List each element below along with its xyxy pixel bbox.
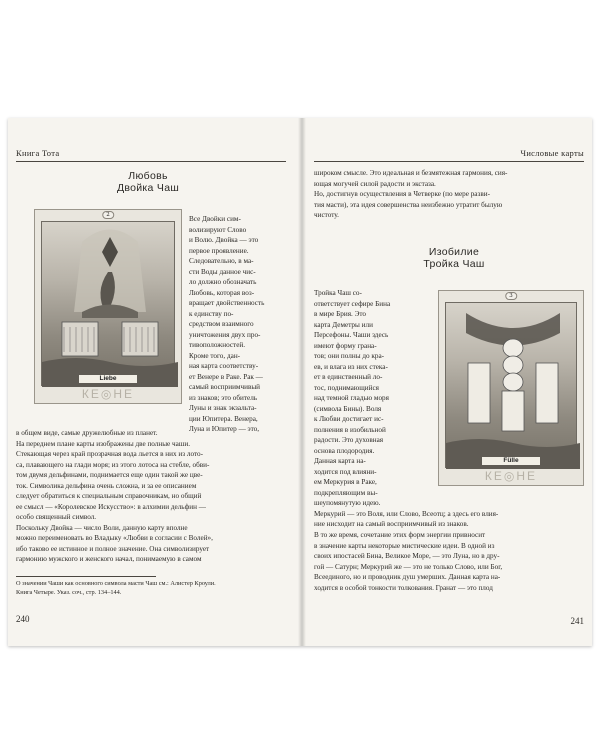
text-line: ее смысл — «Королевское Искусство»: в алхимии дельфин — — [16, 502, 206, 511]
right-section-title — [334, 246, 574, 270]
text-line: ние нисходит на самый восприимчивый из знаков. — [314, 520, 469, 528]
text-line: Луны и знак экзальта- — [189, 404, 257, 412]
text-line: Все Двойки сим- — [189, 215, 241, 223]
text-line: можно переименовать во Владыку «Любви в согласии с Волей», — [16, 534, 213, 542]
text-line: ло должно обозначать — [189, 278, 257, 286]
right-main-text — [314, 530, 584, 593]
text-line: в общем виде, самые дружелюбные из планет. — [16, 429, 158, 437]
text-line: Меркурий — это Воля, или Слово, Всеотц; а здесь его влия- — [314, 509, 499, 518]
text-line: В то же время, сочетание этих форм энергии привносит — [314, 531, 486, 539]
text-line: ет в единственный ло- — [314, 373, 383, 381]
text-line: Луна и Юпитер — это, — [189, 425, 260, 433]
text-line: своих ипостасей Бина, Великое Море, — это Луна, но в дру- — [314, 552, 500, 560]
text-line: ем Меркурия в Раке, — [314, 478, 377, 486]
text-line: Всеединого, но и проводник душ умерших. Данная карта на- — [314, 573, 501, 581]
footnote-line: О значении Чаши как основного символа масти Чаш см.: Алистер Кроули. — [16, 580, 216, 587]
text-line: тия масти), эта идея совершенства неизбежно утратит былую — [314, 200, 503, 209]
text-line: к Любви достигает ис- — [314, 415, 384, 423]
left-page-number: 240 — [16, 614, 30, 624]
left-title-card: Двойка Чаш — [116, 182, 180, 194]
text-line: Кроме того, дан- — [189, 351, 241, 360]
text-line: имеют форму грана- — [314, 341, 377, 350]
left-running-head: Книга Тота — [16, 148, 60, 158]
text-line: ибо таково ее истинное и полное значение. Она символизирует — [16, 544, 210, 553]
text-line: (символа Бины). Воля — [314, 404, 382, 413]
left-text-beside-card — [189, 214, 287, 435]
text-line: Данная карта на- — [314, 457, 366, 465]
card-number: 2 — [102, 211, 114, 219]
text-line: гармонию мужского и женского начал, понимаемую в самом — [16, 555, 202, 563]
left-main-text — [16, 428, 287, 565]
text-line: и Волю. Двойка — это — [189, 236, 259, 244]
right-title-name: Изобилие — [428, 246, 480, 258]
card-publisher-logo: КЕ◎НЕ — [484, 469, 538, 483]
card-artwork — [41, 221, 175, 386]
text-line: том двумя дельфинами, поднимается еще один такой же цве- — [16, 471, 203, 479]
text-line: широком смысле. Это идеальная и безмятежная гармония, сия- — [314, 169, 508, 177]
right-page — [304, 118, 592, 646]
right-title-card: Тройка Чаш — [423, 258, 485, 270]
text-line: особо священный символ. — [16, 513, 97, 521]
text-line: средством взаимного — [189, 320, 254, 328]
text-line: чистоту. — [314, 211, 339, 219]
text-line: карта Деметры или — [314, 320, 373, 329]
right-page-number: 241 — [570, 616, 584, 626]
right-top-text — [314, 168, 584, 221]
text-line: тивоположностей. — [189, 341, 246, 349]
three-of-cups-card-image — [438, 290, 584, 486]
text-line: гой — Сатурн; Меркурий же — это не только Слово, или Бог, — [314, 562, 503, 571]
left-header-rule — [16, 161, 286, 162]
text-line: са, плавающего на глади моря; из этого лотоса на стебле, обви- — [16, 460, 210, 469]
text-line: ответствует сефире Бина — [314, 299, 391, 308]
card-artwork-drawing — [42, 222, 178, 387]
footnote-line: Книга Четыре. Указ. соч., стр. 134–144. — [16, 589, 122, 596]
text-line: первое проявление. — [189, 246, 249, 255]
text-line: к единству по- — [189, 309, 234, 318]
text-line: ходится под влияни- — [314, 467, 377, 476]
text-line: Любовь, которая воз- — [189, 288, 255, 297]
right-text-beside-card — [314, 288, 499, 530]
text-line: Но, достигнув осуществления в Четверке (по мере разви- — [314, 190, 490, 198]
right-running-head: Числовые карты — [520, 148, 584, 158]
right-header-rule — [314, 161, 584, 162]
book-spread — [8, 118, 592, 646]
card-artwork-drawing — [446, 303, 580, 469]
left-footnote — [16, 579, 288, 597]
text-line: тов; они полны до кра- — [314, 352, 385, 360]
text-line: из знаков; это обитель — [189, 393, 258, 402]
card-artwork — [445, 302, 577, 468]
text-line: волизируют Слово — [189, 225, 247, 234]
card-number: 3 — [505, 292, 517, 300]
left-title-name: Любовь — [128, 170, 168, 182]
text-line: ции Юпитера. Венера, — [189, 414, 258, 423]
card-banner-label: Fülle — [482, 457, 540, 465]
text-line: Стекающая через край прозрачная вода льется в них из лото- — [16, 450, 203, 458]
text-line: Следовательно, в ма- — [189, 257, 254, 265]
text-line: над темной гладью моря — [314, 394, 389, 402]
text-line: Поскольку Двойка — число Воли, данную карту вполне — [16, 523, 188, 532]
left-page — [8, 118, 300, 646]
text-line: ющая могучей силой радости и экстаза. — [314, 179, 436, 188]
text-line: радости. Это духовная — [314, 436, 384, 444]
text-line: ев, и влага из них стека- — [314, 362, 388, 371]
card-publisher-logo: КЕ◎НЕ — [81, 387, 135, 401]
text-line: вращает двойственность — [189, 299, 265, 307]
text-line: шеупомянутую идею. — [314, 499, 381, 507]
text-line: На переднем плане карты изображены две полные чаши. — [16, 439, 191, 448]
two-of-cups-card-image — [34, 209, 182, 404]
text-line: Персефоны. Чаши здесь — [314, 331, 389, 339]
text-line: ная карта соответству- — [189, 362, 259, 370]
text-line: основа плодородия. — [314, 446, 375, 455]
text-line: сти Воды данное чис- — [189, 267, 256, 276]
text-line: ток. Символика дельфина очень сложна, и за ее описанием — [16, 481, 197, 490]
left-section-title — [28, 170, 268, 194]
text-line: самый восприимчивый — [189, 383, 261, 391]
text-line: уничтожения двух про- — [189, 330, 261, 339]
text-line: полнения в изобильной — [314, 425, 386, 434]
text-line: тос, поднимающийся — [314, 383, 379, 392]
text-line: в значение карты некоторые мистические идеи. В одной из — [314, 541, 495, 550]
card-banner-label: Liebe — [79, 375, 137, 383]
text-line: ходится в особой тонкости толкования. Гранат — это плод — [314, 583, 493, 592]
text-line: ет Венере в Раке. Рак — — [189, 372, 263, 381]
text-line: Тройка Чаш со- — [314, 289, 362, 297]
footnote-rule — [16, 576, 156, 577]
text-line: в мире Брия. Это — [314, 310, 367, 318]
text-line: подкрепляющим вы- — [314, 488, 378, 497]
text-line: следует обратиться к специальным справочникам, но общий — [16, 492, 202, 500]
